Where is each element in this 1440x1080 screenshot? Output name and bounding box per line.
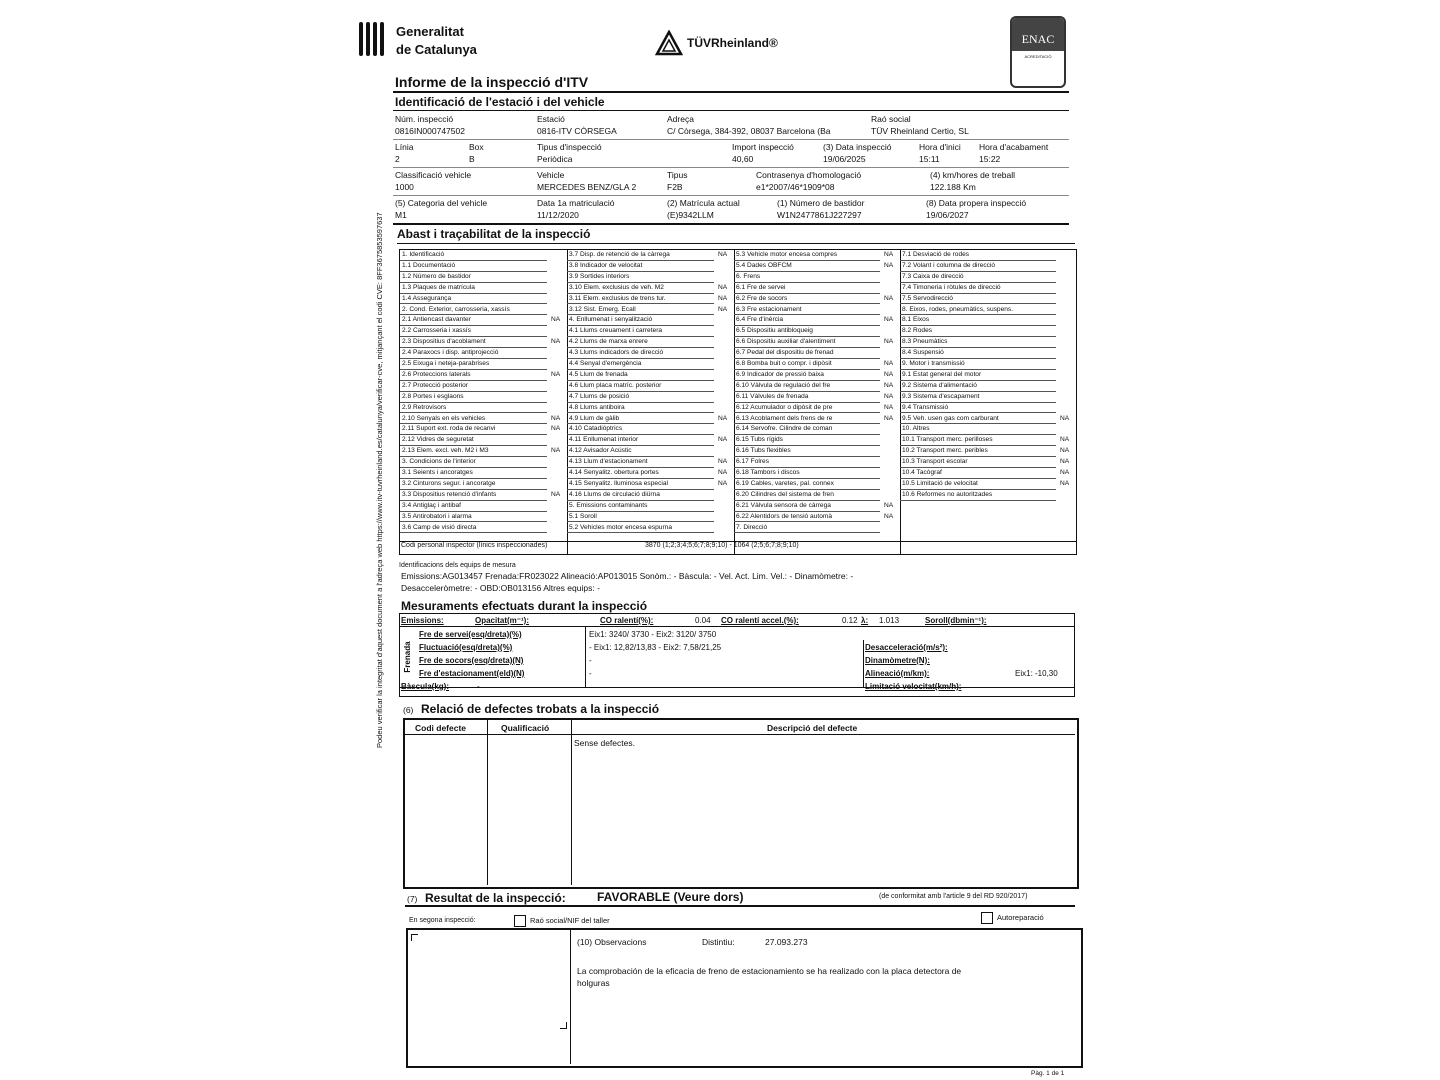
checklist-item: 3.10 Elem. exclusius de veh. M2: [567, 283, 714, 294]
observations-box: [406, 928, 1083, 1068]
checklist-item: 8.1 Eixos: [900, 315, 1056, 326]
checklist-item: 2. Cond. Exterior, carrosseria, xassís: [400, 305, 547, 316]
checklist-item: 9. Motor i transmissió: [900, 359, 1056, 370]
verification-text: Podeu verificar la integritat d'aquest document a l'adreça web https://www.itv-tuvrheinland.es/catalunya/verificar-cve, mitjançant el codi CVE: 8FF3675853597637: [375, 212, 384, 748]
checklist-item: 3.7 Disp. de retenció de la càrrega: [567, 250, 714, 261]
na-marker: NA: [1060, 479, 1070, 487]
inspection-report-page: [355, 12, 1085, 1078]
bastidor: W1N2477861J227297: [777, 210, 862, 220]
org-name-line2: de Catalunya: [396, 42, 477, 57]
checklist-item: 1.1 Documentació: [400, 261, 547, 272]
taller-label: Raó social/NIF del taller: [530, 915, 610, 925]
defects-col-code: Codi defecte: [415, 723, 467, 733]
checklist-item: 6.14 Servofre. Cilindre de coman: [734, 424, 880, 435]
observations-text-2: holguras: [577, 978, 610, 988]
hora-inici-label: Hora d'inici: [919, 142, 961, 152]
checklist-item: 3.5 Antirobatori i alarma: [400, 512, 547, 523]
checklist-item: 4.13 Llum d'estacionament: [567, 457, 714, 468]
na-marker: NA: [884, 392, 894, 400]
estacio-label: Estació: [537, 114, 565, 124]
fre-socors-label: Fre de socors(esq/dreta)(N): [419, 656, 524, 665]
km: 122.188 Km: [930, 182, 976, 192]
na-marker: NA: [884, 294, 894, 302]
enac-logo-icon: ENAC ACREDITACIÓ: [1010, 16, 1066, 88]
data-inspeccio-label: (3) Data inspecció: [823, 142, 892, 152]
na-marker: NA: [718, 305, 728, 313]
na-marker: NA: [551, 425, 561, 433]
co-accel-value: 0.12: [842, 616, 858, 625]
result-num: (7): [407, 894, 418, 904]
na-marker: NA: [1060, 458, 1070, 466]
alineacio-value: Eix1: -10,30: [1015, 669, 1058, 678]
na-marker: NA: [551, 414, 561, 422]
autoreparacio-label: Autoreparació: [997, 912, 1044, 922]
checklist-item: 10.2 Transport merc. peribles: [900, 446, 1056, 457]
tuv-triangle-icon: [655, 30, 683, 56]
checklist-item: 4.6 Llum placa matríc. posterior: [567, 381, 714, 392]
na-marker: NA: [884, 261, 894, 269]
no-defects-text: Sense defectes.: [574, 738, 635, 748]
checklist-item: 3.4 Antiglaç i antibaf: [400, 501, 547, 512]
opacitat-label: Opacitat(m⁻¹):: [475, 616, 529, 625]
matricula-label: (2) Matrícula actual: [667, 198, 740, 208]
na-marker: NA: [884, 338, 894, 346]
defects-col-desc: Descripció del defecte: [767, 723, 858, 733]
checklist-item: 6.18 Tambors i discos: [734, 468, 880, 479]
na-marker: NA: [1060, 469, 1070, 476]
checklist-item: 1.4 Assegurança: [400, 294, 547, 305]
checklist-item: 10.3 Transport escolar: [900, 457, 1056, 468]
result-value: FAVORABLE (Veure dors): [597, 890, 744, 904]
emissions-label: Emissions:: [401, 616, 444, 625]
checklist-column: [400, 250, 568, 554]
co-ralenti-label: CO ralentí(%):: [600, 616, 654, 625]
tipus-label: Tipus: [667, 170, 688, 180]
vehicle-label: Vehicle: [537, 170, 565, 180]
bastidor-label: (1) Número de bastidor: [777, 198, 865, 208]
fluctuacio-label: Fluctuació(esq/dreta)(%): [419, 643, 513, 652]
rao-social: TÜV Rheinland Certio, SL: [871, 126, 969, 136]
checklist-item: 3.2 Cinturons segur. i ancoratge: [400, 479, 547, 490]
defects-num: (6): [403, 705, 414, 715]
defects-table: [403, 718, 1079, 889]
propera: 19/06/2027: [926, 210, 969, 220]
soroll-label: Soroll(dbmin⁻¹):: [925, 616, 987, 625]
generalitat-logo-icon: [359, 22, 389, 56]
checklist-item: 6.12 Acumulador o dipòsit de pre: [734, 403, 880, 414]
checklist-item: 9.5 Veh. usen gas com carburant: [900, 414, 1056, 425]
meas-heading: Mesuraments efectuats durant la inspecció: [401, 599, 648, 613]
checklist-item: 6.6 Dispositiu auxiliar d'alentiment: [734, 337, 880, 348]
checklist-item: 7. Direcció: [734, 523, 880, 534]
na-marker: NA: [884, 381, 894, 389]
checklist-item: 6.15 Tubs rígids: [734, 435, 880, 446]
contrasenya-label: Contrasenya d'homologació: [756, 170, 862, 180]
tuv-logo-text: TÜVRheinland®: [687, 36, 778, 50]
fre-estacionament-value: -: [589, 669, 592, 678]
checklist-item: 7.4 Timoneria i ròtules de direcció: [900, 283, 1056, 294]
rao-social-label: Raó social: [871, 114, 911, 124]
checklist-column: [734, 250, 901, 554]
observations-label: (10) Observacions: [577, 937, 647, 947]
checklist-item: 6.1 Fre de servei: [734, 283, 880, 294]
na-marker: NA: [718, 436, 728, 444]
classificacio: 1000: [395, 182, 414, 192]
distintiu-label: Distintiu:: [702, 937, 735, 947]
na-marker: NA: [718, 283, 728, 291]
checklist-item: 3.9 Sortides interiors: [567, 272, 714, 283]
checklist-item: 2.11 Suport ext. roda de recanvi: [400, 424, 547, 435]
checklist-item: 5.4 Dades OBFCM: [734, 261, 880, 272]
num-inspeccio: 0816IN000747502: [395, 126, 465, 136]
checklist-item: 4.15 Senyalitz. lluminosa especial: [567, 479, 714, 490]
checklist-item: 9.2 Sistema d'alimentació: [900, 381, 1056, 392]
checklist-item: 10.4 Tacògraf: [900, 468, 1056, 479]
checklist-item: 2.5 Eixuga i neteja-parabrises: [400, 359, 547, 370]
bascula-label: Bàscula(kg):: [401, 682, 450, 691]
checklist-item: 6.11 Vàlvules de frenada: [734, 392, 880, 403]
checklist-item: 2.6 Proteccions laterals: [400, 370, 547, 381]
na-marker: NA: [551, 490, 561, 498]
checklist-item: 5.3 Vehicle motor encesa compres: [734, 250, 880, 261]
checklist-item: 2.13 Elem. excl. veh. M2 i M3: [400, 446, 547, 457]
fluctuacio-value: - Eix1: 12,82/13,83 - Eix2: 7,58/21,25: [589, 643, 722, 652]
checklist-item: 4.7 Llums de posició: [567, 392, 714, 403]
na-marker: NA: [884, 360, 894, 367]
checklist-item: 6.9 Indicador de pressió baixa: [734, 370, 880, 381]
na-marker: NA: [1060, 447, 1070, 455]
na-marker: NA: [1060, 436, 1070, 444]
checklist-item: 9.1 Estat general del motor: [900, 370, 1056, 381]
checklist-item: 9.4 Transmissió: [900, 403, 1056, 414]
dinamometre-label: Dinamòmetre(N):: [865, 656, 930, 665]
checklist-item: 3. Condicions de l'interior: [400, 457, 547, 468]
checklist-item: 4.16 Llums de circulació diürna: [567, 490, 714, 501]
checklist-item: 6.19 Cables, varetes, pal. connex: [734, 479, 880, 490]
alineacio-label: Alineació(m/km):: [865, 669, 930, 678]
defects-col-qual: Qualificació: [501, 723, 550, 733]
checklist-item: 5. Emissions contaminants: [567, 501, 714, 512]
categoria-label: (5) Categoria del vehicle: [395, 198, 488, 208]
org-name-line1: Generalitat: [396, 24, 464, 39]
checklist-item: 5.2 Vehicles motor encesa espurna: [567, 523, 714, 534]
result-label: Resultat de la inspecció:: [425, 891, 566, 905]
checklist-item: 4.5 Llum de frenada: [567, 370, 714, 381]
checklist-item: 2.4 Paraxocs i disp. antiprojecció: [400, 348, 547, 359]
na-marker: NA: [884, 316, 894, 324]
checklist-item: 9.3 Sistema d'escapament: [900, 392, 1056, 403]
na-marker: NA: [718, 458, 728, 466]
checklist-item: 4.8 Llums antiboira: [567, 403, 714, 414]
num-inspeccio-label: Núm. inspecció: [395, 114, 454, 124]
checklist-item: 2.12 Vidres de seguretat: [400, 435, 547, 446]
checklist-item: 7.1 Desviació de rodes: [900, 250, 1056, 261]
linia: 2: [395, 154, 400, 164]
km-label: (4) km/hores de treball: [930, 170, 1016, 180]
tipus: F2B: [667, 182, 683, 192]
checklist-item: 6.7 Pedal del dispositiu de frenad: [734, 348, 880, 359]
import: 40,60: [732, 154, 754, 164]
desacceleracio-label: Desacceleració(m/s²):: [865, 643, 948, 652]
checklist-item: 4.2 Llums de marxa enrere: [567, 337, 714, 348]
contrasenya: e1*2007/46*1909*08: [756, 182, 835, 192]
page-number: Pàg. 1 de 1: [1031, 1070, 1065, 1077]
na-marker: NA: [551, 447, 561, 455]
report-title: Informe de la inspecció d'ITV: [395, 74, 589, 90]
tipus-inspeccio-label: Tipus d'inspecció: [537, 142, 602, 152]
checklist-item: 1. Identificació: [400, 250, 547, 261]
checklist-item: 6.16 Tubs flexibles: [734, 446, 880, 457]
verification-sidebar: [375, 108, 387, 748]
equips-title: Identificacions dels equips de mesura: [399, 562, 516, 569]
checklist-item: 4.3 Llums indicadors de direcció: [567, 348, 714, 359]
checklist-item: 8.3 Pneumàtics: [900, 337, 1056, 348]
result-note: (de conformitat amb l'article 9 del RD 920/2017): [879, 893, 1028, 900]
na-marker: NA: [884, 501, 894, 509]
checklist-item: 1.2 Número de bastidor: [400, 272, 547, 283]
checklist-item: 4.9 Llum de gàlib: [567, 414, 714, 425]
checklist-item: 3.8 Indicador de velocitat: [567, 261, 714, 272]
na-marker: NA: [551, 370, 561, 378]
checklist-item: 8. Eixos, rodes, pneumàtics, suspens.: [900, 305, 1056, 316]
checklist-grid: [399, 249, 1077, 555]
checklist-item: 6.2 Fre de socors: [734, 294, 880, 305]
checklist-item: 4.14 Senyalitz. obertura portes: [567, 468, 714, 479]
checklist-item: 10.6 Reformes no autoritzades: [900, 490, 1056, 501]
checklist-item: 7.5 Servodirecció: [900, 294, 1056, 305]
taller-checkbox[interactable]: [514, 915, 526, 927]
vehicle: MERCEDES BENZ/GLA 2: [537, 182, 637, 192]
fre-servei-value: Eix1: 3240/ 3730 - Eix2: 3120/ 3750: [589, 630, 717, 639]
checklist-item: 10.5 Limitació de velocitat: [900, 479, 1056, 490]
checklist-item: 6.21 Vàlvula sensora de càrrega: [734, 501, 880, 512]
inspector-label: Codi personal inspector (línics inspeccionades): [401, 542, 548, 549]
na-marker: NA: [884, 251, 894, 258]
checklist-item: 6.4 Fre d'inèrcia: [734, 315, 880, 326]
lambda-value: 1.013: [879, 616, 900, 625]
na-marker: NA: [884, 414, 894, 422]
checklist-item: 2.3 Dispositius d'acoblament: [400, 337, 547, 348]
checklist-item: 6.20 Cilindres del sistema de fren: [734, 490, 880, 501]
checklist-item: 6.10 Vàlvula de regulació del fre: [734, 381, 880, 392]
checklist-item: 2.7 Protecció posterior: [400, 381, 547, 392]
checklist-item: 8.2 Rodes: [900, 326, 1056, 337]
checklist-item: 4.11 Enllumenat interior: [567, 435, 714, 446]
checklist-item: 6.3 Fre estacionament: [734, 305, 880, 316]
checklist-item: 1.3 Plaques de matrícula: [400, 283, 547, 294]
propera-label: (8) Data propera inspecció: [926, 198, 1027, 208]
na-marker: NA: [884, 403, 894, 411]
na-marker: NA: [884, 512, 894, 520]
abast-heading: Abast i traçabilitat de la inspecció: [397, 227, 591, 241]
checklist-item: 6.17 Folres: [734, 457, 880, 468]
checklist-item: 2.8 Portes i esglaons: [400, 392, 547, 403]
estacio: 0816-ITV CÒRSEGA: [537, 126, 617, 136]
adreca-label: Adreça: [667, 114, 694, 124]
na-marker: NA: [718, 251, 728, 258]
checklist-item: 4.1 Llums creuament i carretera: [567, 326, 714, 337]
na-marker: NA: [718, 294, 728, 302]
checklist-item: 7.2 Volant i columna de direcció: [900, 261, 1056, 272]
checklist-item: 4.4 Senyal d'emergència: [567, 359, 714, 370]
checklist-item: 6.5 Dispositiu antibloqueig: [734, 326, 880, 337]
hora-inici: 15:11: [919, 154, 940, 164]
defects-heading: Relació de defectes trobats a la inspecció: [421, 702, 660, 716]
fre-socors-value: -: [589, 656, 592, 665]
na-marker: NA: [551, 316, 561, 324]
checklist-item: 7.3 Caixa de direcció: [900, 272, 1056, 283]
fre-servei-label: Fre de servei(esq/dreta)(%): [419, 630, 522, 639]
categoria: M1: [395, 210, 407, 220]
ident-heading: Identificació de l'estació i del vehicle: [395, 95, 605, 109]
box: B: [469, 154, 475, 164]
checklist-item: 3.3 Dispositius retenció d'infants: [400, 490, 547, 501]
checklist-item: 2.9 Retrovisors: [400, 403, 547, 414]
na-marker: NA: [1060, 414, 1070, 422]
hora-fi: 15:22: [979, 154, 1001, 164]
checklist-item: 2.1 Antiencast davanter: [400, 315, 547, 326]
checklist-item: 8.4 Suspensió: [900, 348, 1056, 359]
checklist-column: [567, 250, 735, 554]
na-marker: NA: [718, 414, 728, 422]
equips-line1: Emissions:AG013457 Frenada:FR023022 Alineació:AP013015 Sonòm.: - Bàscula: - Vel. Act. Lim. Vel.: - Dinamòmetre: -: [401, 571, 854, 581]
matriculacio: 11/12/2020: [537, 210, 579, 220]
na-marker: NA: [884, 370, 894, 378]
tipus-inspeccio: Periòdica: [537, 154, 573, 164]
co-accel-label: CO ralentí accel.(%):: [721, 616, 799, 625]
checklist-item: 3.6 Camp de visió directa: [400, 523, 547, 534]
box-label: Box: [469, 142, 484, 152]
checklist-item: 2.2 Carrosseria i xassís: [400, 326, 547, 337]
checklist-item: 6.8 Bomba buit o compr. i dipòsit: [734, 359, 880, 370]
import-label: Import inspecció: [732, 142, 794, 152]
hora-fi-label: Hora d'acabament: [979, 142, 1049, 152]
linia-label: Línia: [395, 142, 414, 152]
na-marker: NA: [718, 469, 728, 476]
checklist-item: 4.10 Catadiòptrics: [567, 424, 714, 435]
checklist-item: 4. Enllumenat i senyalització: [567, 315, 714, 326]
fre-estacionament-label: Fre d'estacionament(eld)(N): [419, 669, 525, 678]
inspector-value: 3870 (1;2;3;4;5;6;7;8;9;10) - 1064 (2;5;6;7;8;9;10): [645, 542, 799, 549]
bascula-value: -: [477, 682, 480, 691]
na-marker: NA: [551, 338, 561, 346]
distintiu-value: 27.093.273: [765, 937, 808, 947]
second-inspection-label: En segona inspecció:: [409, 917, 476, 924]
checklist-item: 10. Altres: [900, 424, 1056, 435]
frenada-vertical: Frenada: [403, 641, 412, 673]
matricula: (E)9342LLM: [667, 210, 714, 220]
equips-line2: Desacceleròmetre: - OBD:OB013156 Altres equips: -: [401, 583, 600, 593]
checklist-item: 3.11 Elem. exclusius de trens tur.: [567, 294, 714, 305]
data-inspeccio: 19/06/2025: [823, 154, 866, 164]
checklist-item: 6.22 Alentidors de tensió automà: [734, 512, 880, 523]
lambda-label: λ:: [861, 616, 869, 625]
co-ralenti-value: 0.04: [695, 616, 711, 625]
classificacio-label: Classificació vehicle: [395, 170, 472, 180]
checklist-item: 6.13 Acoblament dels frens de re: [734, 414, 880, 425]
autoreparacio-checkbox[interactable]: [981, 912, 993, 924]
checklist-item: 5.1 Soroll: [567, 512, 714, 523]
na-marker: NA: [718, 479, 728, 487]
observations-text-1: La comprobación de la eficacia de freno de estacionamiento se ha realizado con la placa detectora de: [577, 966, 962, 976]
checklist-item: 2.10 Senyals en els vehicles: [400, 414, 547, 425]
checklist-item: 3.12 Sist. Emerg. Ecall: [567, 305, 714, 316]
matriculacio-label: Data 1a matriculació: [537, 198, 615, 208]
checklist-item: 4.12 Avisador Acústic: [567, 446, 714, 457]
adreca: C/ Còrsega, 384-392, 08037 Barcelona (Ba: [667, 126, 831, 136]
checklist-item: 3.1 Seients i ancoratges: [400, 468, 547, 479]
checklist-item: 6. Frens: [734, 272, 880, 283]
limitacio-label: Limitació velocitat(km/h):: [865, 682, 962, 691]
checklist-column: [900, 250, 1076, 554]
checklist-item: 10.1 Transport merc. perilloses: [900, 435, 1056, 446]
